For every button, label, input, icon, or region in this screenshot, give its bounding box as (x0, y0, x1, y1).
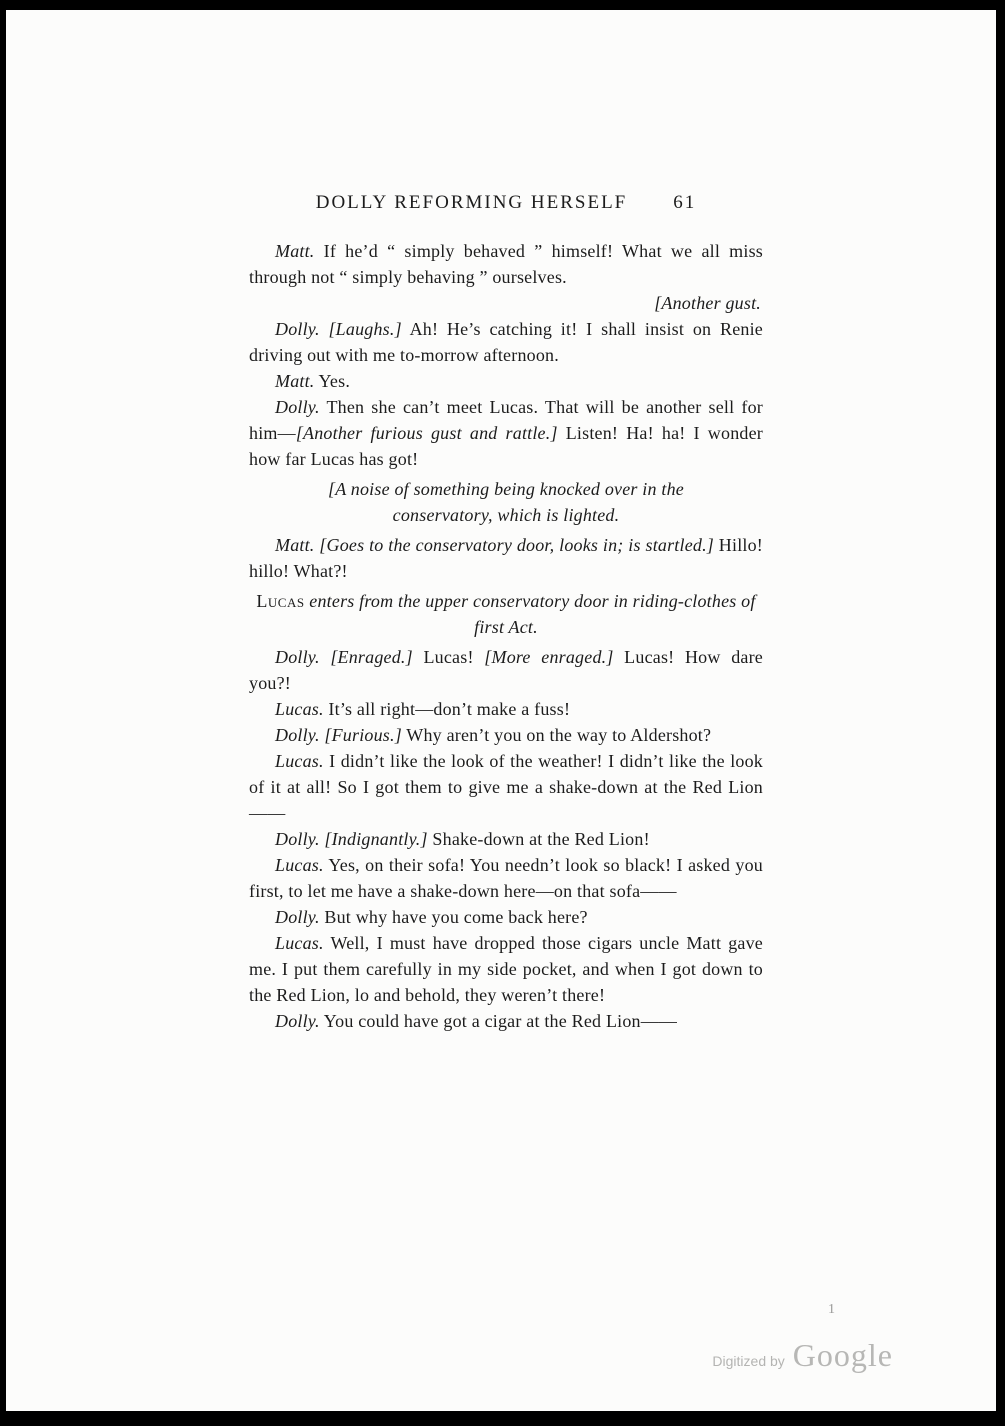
dialogue-paragraph (249, 826, 763, 852)
speaker-name: Dolly. (275, 397, 320, 417)
scan-border-top (0, 0, 1005, 10)
stage-direction-paragraph (249, 290, 761, 316)
stage-direction-text: [A noise of something being knocked over in the conservatory, which is lighted. (328, 479, 684, 525)
page-content (249, 192, 763, 1034)
digitized-by-label: Digitized by (712, 1353, 785, 1369)
stage-direction-text: [Indignantly.] (319, 829, 428, 849)
dialogue-text: Lucas! How dare you?! (249, 647, 763, 693)
dialogue-text: Then she can’t meet Lucas. That will be another sell for him— (249, 397, 763, 443)
dialogue-text: You could have got a cigar at the Red Lion—— (319, 1011, 678, 1031)
dialogue-text: Listen! Ha! ha! I wonder how far Lucas has got! (249, 423, 763, 469)
dialogue-text: Shake-down at the Red Lion! (427, 829, 650, 849)
stage-direction-text: [Furious.] (319, 725, 402, 745)
pencil-mark-artifact: 1 (828, 1302, 835, 1317)
dialogue-paragraph (249, 904, 763, 930)
speaker-name: Lucas. (275, 933, 324, 953)
speaker-name: Matt. (275, 535, 315, 555)
digitization-watermark (712, 1337, 893, 1374)
dialogue-text: Ah! He’s catching it! I shall insist on Renie driving out with me to-morrow afternoon. (249, 319, 763, 365)
dialogue-paragraph (249, 852, 763, 904)
dialogue-paragraph (249, 316, 763, 368)
text-block (249, 238, 763, 1034)
stage-direction-paragraph (249, 588, 763, 640)
dialogue-paragraph (249, 696, 763, 722)
dialogue-text: I didn’t like the look of the weather! I didn’t like the look of it at all! So I got them to give me a shake-down at the Red Lion—— (249, 751, 763, 823)
dialogue-text: But why have you come back here? (319, 907, 588, 927)
stage-direction-text: [Enraged.] (319, 647, 413, 667)
dialogue-text: Why aren’t you on the way to Aldershot? (401, 725, 712, 745)
speaker-name: Lucas. (275, 751, 324, 771)
google-logo: Google (792, 1337, 893, 1373)
dialogue-text: Yes, on their sofa! You needn’t look so black! I asked you first, to let me have a shake-down here—on that sofa—— (249, 855, 763, 901)
stage-direction-text: enters from the upper conservatory door in riding-clothes of first Act. (304, 591, 756, 637)
dialogue-text: Hillo! hillo! What?! (249, 535, 763, 581)
stage-direction-text: [Laughs.] (319, 319, 402, 339)
dialogue-paragraph (249, 238, 763, 290)
dialogue-paragraph (249, 1008, 763, 1034)
character-name-smallcaps: Lucas (256, 591, 305, 611)
running-header (249, 192, 763, 214)
dialogue-paragraph (249, 394, 763, 472)
speaker-name: Dolly. (275, 725, 320, 745)
speaker-name: Dolly. (275, 647, 320, 667)
speaker-name: Lucas. (275, 855, 324, 875)
dialogue-paragraph (249, 748, 763, 826)
stage-direction-text: [More enraged.] (484, 647, 614, 667)
stage-direction-text: [Another gust. (654, 293, 761, 313)
scan-border-bottom (0, 1411, 1005, 1426)
dialogue-paragraph (249, 930, 763, 1008)
speaker-name: Dolly. (275, 907, 320, 927)
dialogue-paragraph (249, 532, 763, 584)
stage-direction-paragraph (284, 476, 729, 528)
stage-direction-text: [Goes to the conservatory door, looks in; is startled.] (314, 535, 714, 555)
scan-border-right (996, 0, 1005, 1426)
speaker-name: Dolly. (275, 319, 320, 339)
dialogue-text: Yes. (314, 371, 351, 391)
dialogue-paragraph (249, 644, 763, 696)
speaker-name: Dolly. (275, 829, 320, 849)
speaker-name: Dolly. (275, 1011, 320, 1031)
page-title: DOLLY REFORMING HERSELF (315, 192, 628, 213)
stage-direction-text: [Another furious gust and rattle.] (295, 423, 558, 443)
speaker-name: Matt. (275, 241, 315, 261)
dialogue-paragraph (249, 368, 763, 394)
speaker-name: Matt. (275, 371, 315, 391)
dialogue-text: Well, I must have dropped those cigars uncle Matt gave me. I put them carefully in my side pocket, and when I got down to the Red Lion, lo and behold, they weren’t there! (249, 933, 763, 1005)
page-number: 61 (673, 192, 697, 213)
dialogue-text: If he’d “ simply behaved ” himself! What we all miss through not “ simply behaving ” ourselves. (249, 241, 763, 287)
dialogue-paragraph (249, 722, 763, 748)
scan-border-left (0, 0, 6, 1426)
speaker-name: Lucas. (275, 699, 324, 719)
dialogue-text: Lucas! (412, 647, 485, 667)
dialogue-text: It’s all right—don’t make a fuss! (323, 699, 571, 719)
